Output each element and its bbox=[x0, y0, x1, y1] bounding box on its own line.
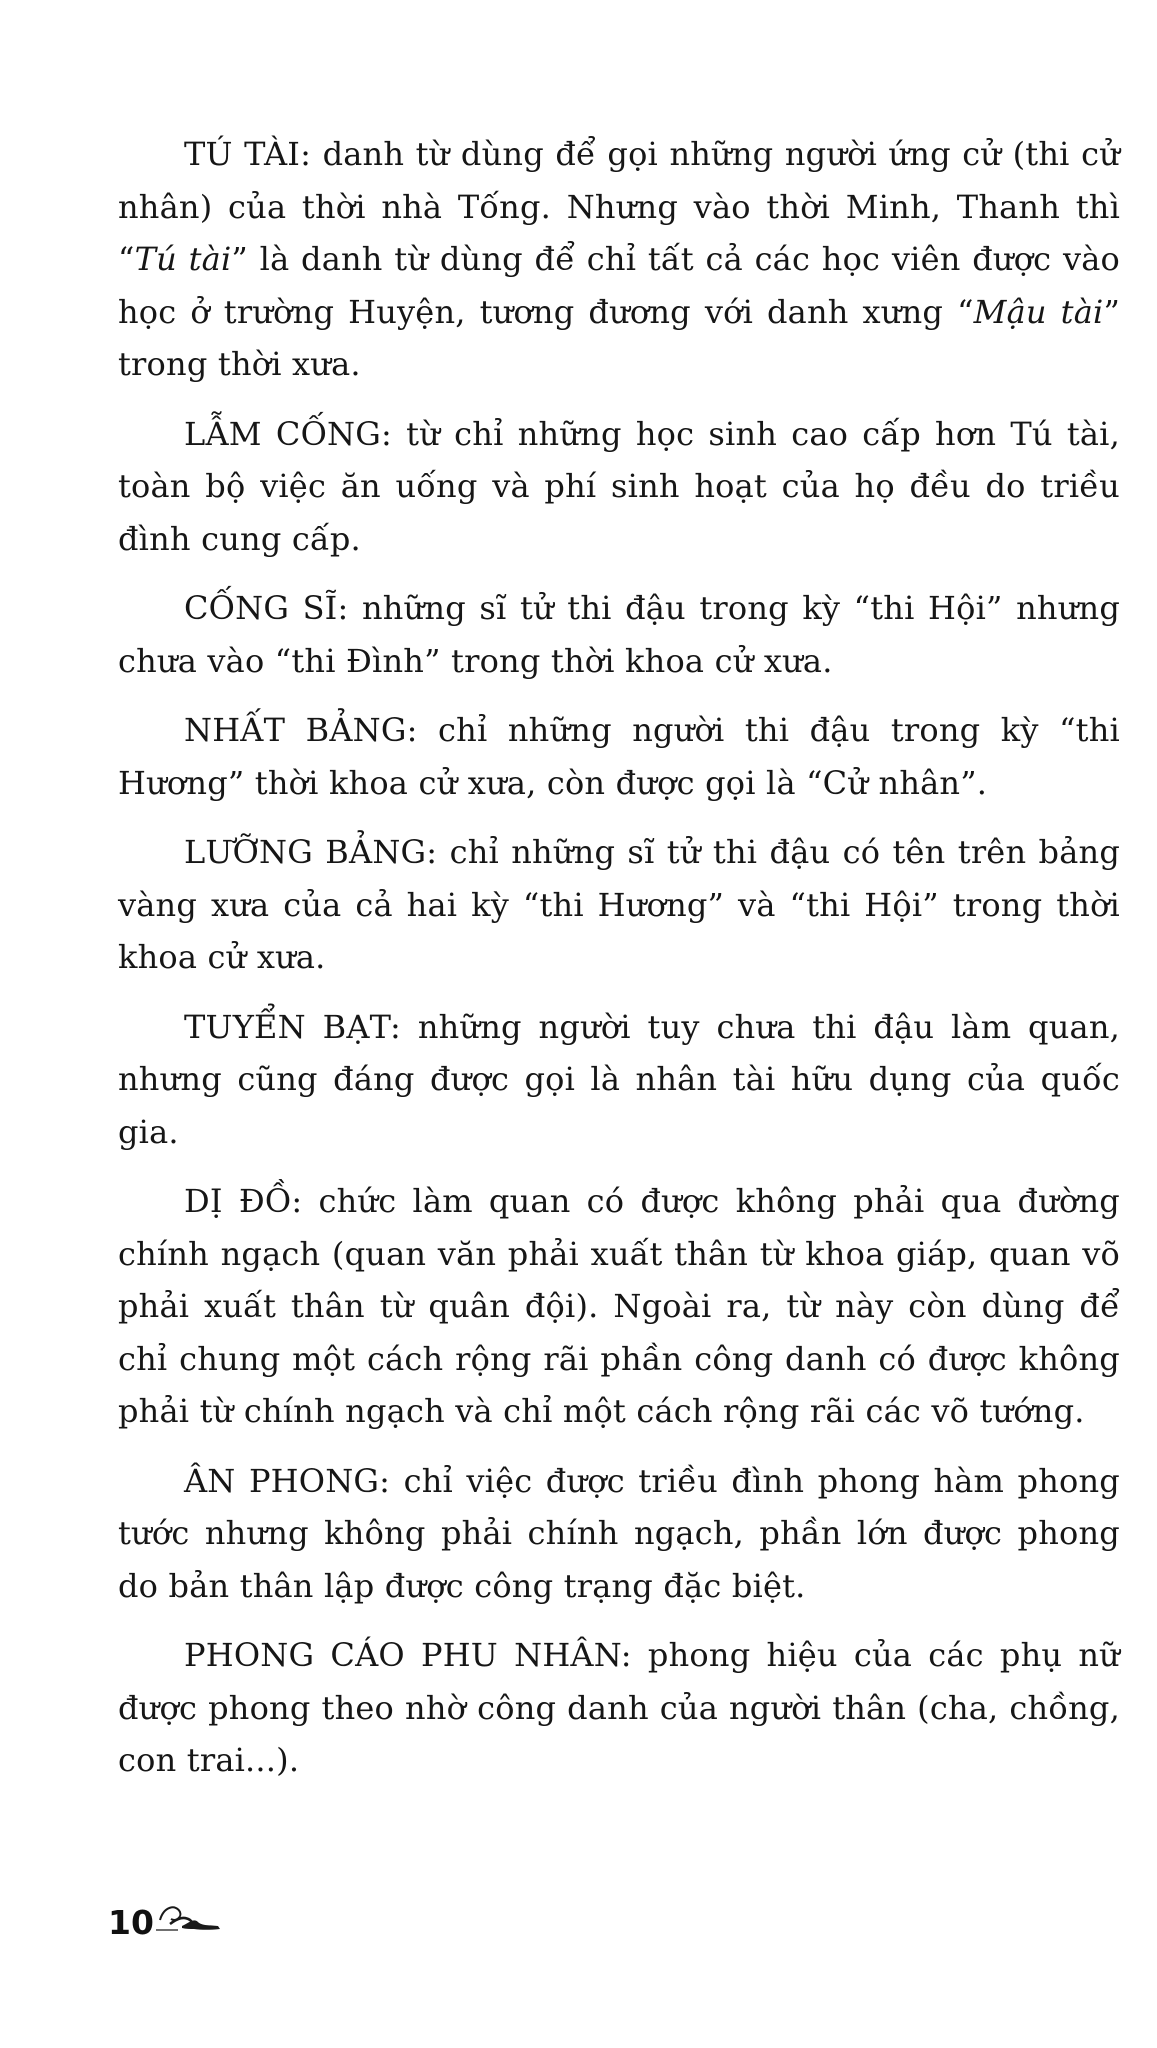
entry-term: CỐNG SĨ: bbox=[184, 589, 349, 627]
entry-term: PHONG CÁO PHU NHÂN: bbox=[184, 1636, 632, 1674]
entry-term: DỊ ĐỒ: bbox=[184, 1182, 303, 1220]
entry-italic-text: Tú tài bbox=[134, 240, 232, 278]
glossary-entry bbox=[118, 1001, 1120, 1159]
entry-definition-text: những sĩ tử thi đậu trong kỳ “thi Hội” nhưng chưa vào “thi Đình” trong thời khoa cử xưa. bbox=[118, 589, 1120, 680]
entry-term: NHẤT BẢNG: bbox=[184, 711, 418, 749]
entry-definition-text: chỉ những sĩ tử thi đậu có tên trên bảng vàng xưa của cả hai kỳ “thi Hương” và “thi Hội” trong thời khoa cử xưa. bbox=[118, 833, 1121, 976]
entry-definition-text: những người tuy chưa thi đậu làm quan, nhưng cũng đáng được gọi là nhân tài hữu dụng của quốc gia. bbox=[118, 1007, 1120, 1151]
brush-stroke-ornament-icon bbox=[154, 1900, 224, 1939]
entry-definition-text: ” là danh từ dùng để chỉ tất cả các học viên được vào học ở trường Huyện, tương đương với danh xưng “ bbox=[118, 240, 1121, 331]
glossary-entry bbox=[118, 1175, 1120, 1438]
entry-term: ÂN PHONG: bbox=[184, 1461, 391, 1500]
entry-term: TÚ TÀI: bbox=[184, 135, 312, 173]
page-footer bbox=[108, 1893, 224, 1943]
glossary-entry bbox=[118, 128, 1120, 391]
entry-definition-text: từ chỉ những học sinh cao cấp hơn Tú tài, toàn bộ việc ăn uống và phí sinh hoạt của họ đều do triều đình cung cấp. bbox=[118, 414, 1120, 558]
entry-definition-text: chỉ việc được triều đình phong hàm phong tước nhưng không phải chính ngạch, phần lớn được phong do bản thân lập được công trạng đặc biệt. bbox=[118, 1461, 1120, 1605]
entry-italic-text: Mậu tài bbox=[973, 292, 1104, 331]
entry-definition-text: chỉ những người thi đậu trong kỳ “thi Hương” thời khoa cử xưa, còn được gọi là “Cử nhân”. bbox=[118, 711, 1120, 802]
page-number: 10 bbox=[108, 1903, 154, 1942]
page-body bbox=[118, 128, 1120, 1804]
glossary-entry bbox=[118, 704, 1120, 809]
entry-definition-text: danh từ dùng để gọi những người ứng cử (thi cử nhân) của thời nhà Tống. Nhưng vào thời Minh, Thanh thì “ bbox=[118, 135, 1121, 278]
glossary-entry bbox=[118, 582, 1120, 687]
entry-term: LƯỠNG BẢNG: bbox=[184, 833, 438, 871]
entry-term: TUYỂN BẠT: bbox=[184, 1007, 402, 1046]
entry-definition-text: ” trong thời xưa. bbox=[118, 292, 1120, 383]
entry-definition-text: chức làm quan có được không phải qua đường chính ngạch (quan văn phải xuất thân từ khoa giáp, quan võ phải xuất thân từ quân đội). Ngoài ra, từ này còn dùng để chỉ chung một cách rộng rãi phần công danh có được không phải từ chính ngạch và chỉ một cách rộng rãi các võ tướng. bbox=[118, 1182, 1120, 1430]
glossary-entry bbox=[118, 1629, 1120, 1787]
glossary-entry bbox=[118, 408, 1120, 566]
glossary-entry bbox=[118, 826, 1120, 984]
entry-term: LẪM CỐNG: bbox=[184, 414, 392, 453]
glossary-entry bbox=[118, 1455, 1120, 1613]
entry-definition-text: phong hiệu của các phụ nữ được phong theo nhờ công danh của người thân (cha, chồng, con trai...). bbox=[118, 1636, 1120, 1779]
